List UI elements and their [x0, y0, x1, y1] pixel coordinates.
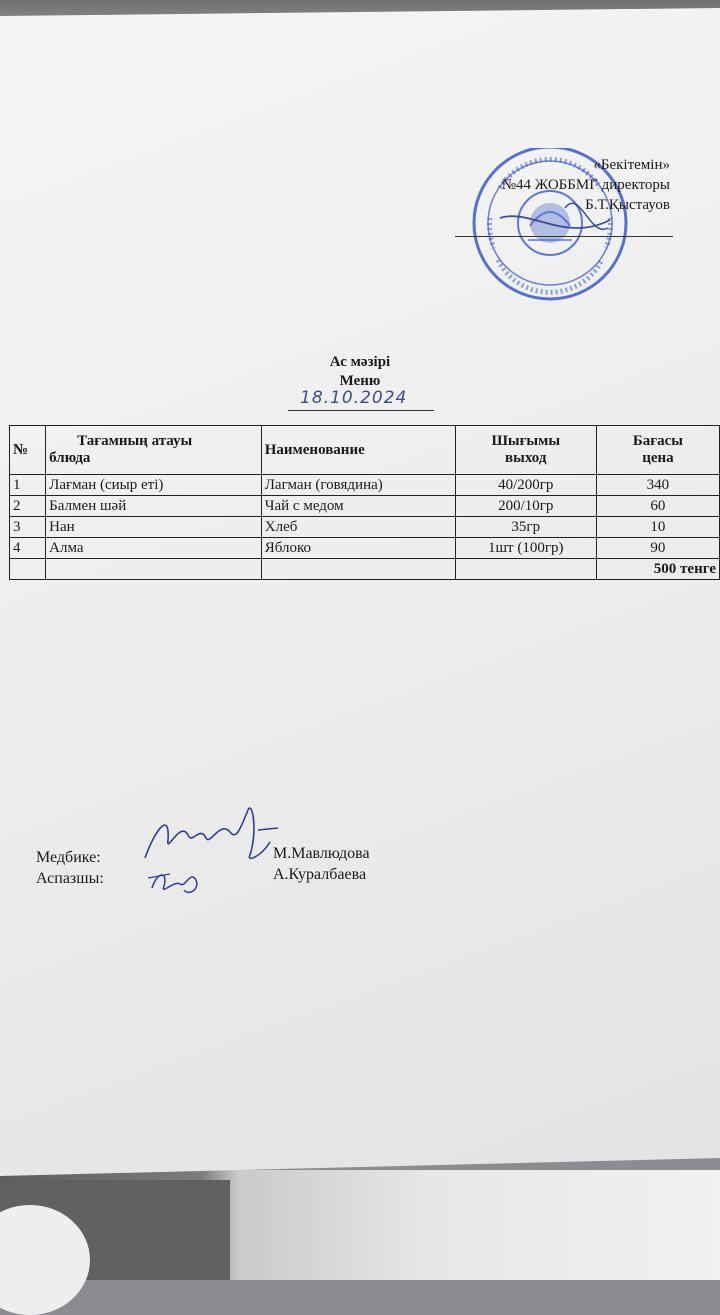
title-ru: Меню [339, 373, 381, 389]
row-output: 200/10гр [455, 496, 596, 517]
header-dish-kz [46, 426, 262, 475]
approval-title: «Бекітемін» [593, 157, 670, 173]
total-price: 500 тенге [596, 559, 719, 580]
row-dish-kz: Балмен шәй [46, 496, 262, 517]
role-nurse: Медбике: [36, 849, 101, 866]
row-dish-ru: Лагман (говядина) [261, 475, 455, 496]
header-output [455, 426, 596, 475]
header-output-ru: выход [505, 450, 547, 466]
row-number: 2 [10, 496, 46, 517]
table-header-row [10, 426, 720, 475]
header-number: № [10, 426, 46, 475]
header-price-kz: Бағасы [632, 433, 683, 449]
role-cook: Аспазшы: [36, 870, 104, 887]
row-dish-kz: Алма [46, 538, 262, 559]
header-dish-ru-label: блюда [49, 450, 91, 466]
header-output-kz: Шығымы [491, 433, 561, 449]
total-empty-cell [46, 559, 262, 580]
row-dish-kz: Нан [46, 517, 262, 538]
total-empty-cell [10, 559, 46, 580]
header-dish-kz-label: Тағамның атауы [77, 433, 193, 449]
row-output: 40/200гр [455, 475, 596, 496]
row-dish-ru: Хлеб [261, 517, 455, 538]
row-price: 90 [596, 538, 719, 559]
signature-roles [36, 847, 104, 889]
title-kz: Ас мәзірі [329, 354, 391, 370]
table-row [10, 496, 720, 517]
approval-director-name: Б.Т.Қыстауов [585, 197, 670, 213]
row-dish-kz: Лағман (сиыр еті) [46, 475, 262, 496]
row-price: 60 [596, 496, 719, 517]
row-number: 4 [10, 538, 46, 559]
handwritten-date: 18.10.2024 [300, 388, 408, 408]
total-empty-cell [261, 559, 455, 580]
row-price: 10 [596, 517, 719, 538]
menu-table [9, 425, 720, 580]
header-price-ru: цена [642, 450, 674, 466]
date-underline [288, 410, 434, 411]
name-cook: А.Куралбаева [273, 866, 367, 883]
table-row [10, 538, 720, 559]
table-total-row [10, 559, 720, 580]
header-price [596, 426, 719, 475]
row-number: 1 [10, 475, 46, 496]
row-price: 340 [596, 475, 719, 496]
row-output: 1шт (100гр) [455, 538, 596, 559]
approval-signature-line [455, 236, 673, 237]
table-row [10, 517, 720, 538]
row-output: 35гр [455, 517, 596, 538]
total-empty-cell [455, 559, 596, 580]
approval-position: №44 ЖОББМГ директоры [501, 177, 670, 193]
approval-block [502, 155, 670, 215]
row-dish-ru: Яблоко [261, 538, 455, 559]
handwritten-signatures [140, 800, 280, 900]
header-name: Наименование [261, 426, 455, 475]
row-dish-ru: Чай с медом [261, 496, 455, 517]
signature-names [273, 843, 370, 885]
name-nurse: М.Мавлюдова [273, 845, 370, 862]
table-row [10, 475, 720, 496]
row-number: 3 [10, 517, 46, 538]
